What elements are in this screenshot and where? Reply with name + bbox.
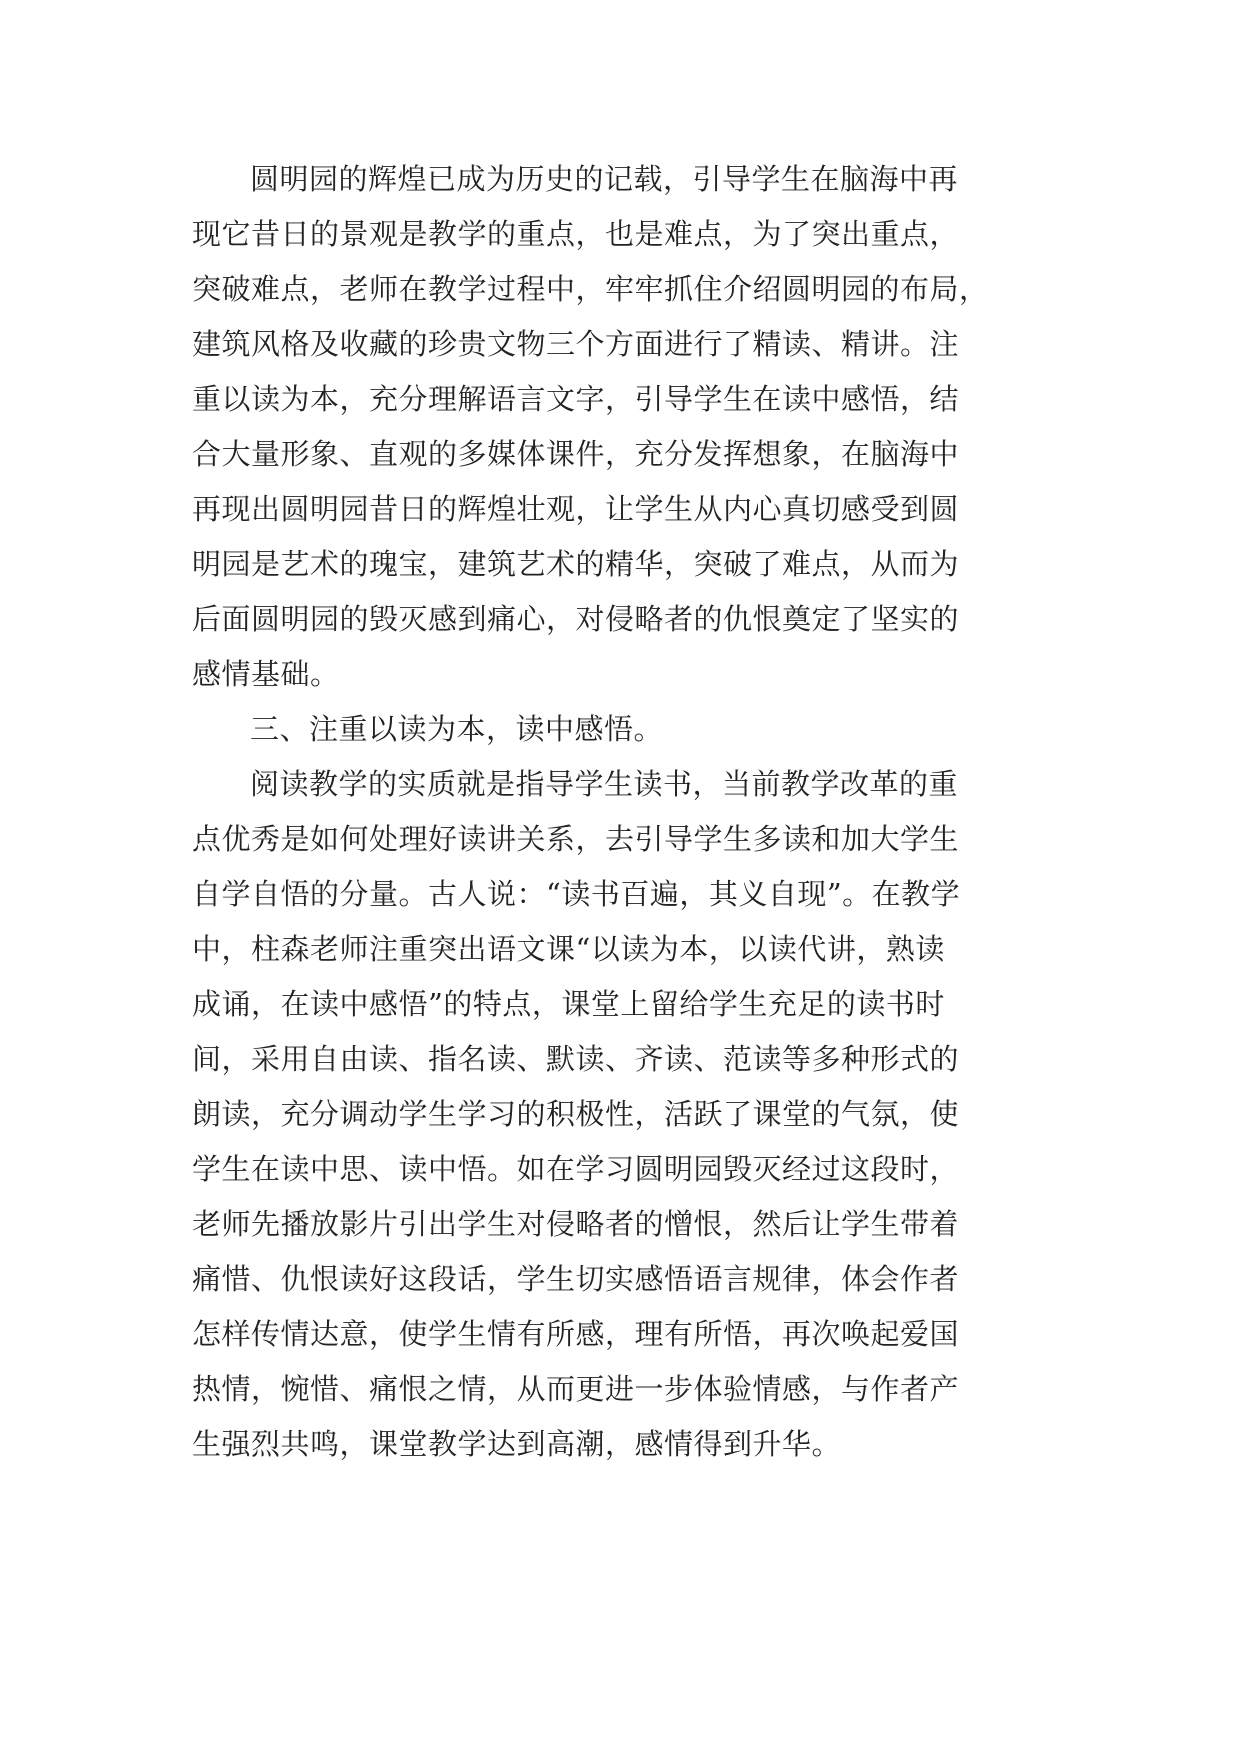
text-line: 现它昔日的景观是教学的重点，也是难点，为了突出重点， <box>192 217 960 251</box>
text-line: 点优秀是如何处理好读讲关系，去引导学生多读和加大学生 <box>192 822 960 856</box>
text-line: 合大量形象、直观的多媒体课件，充分发挥想象，在脑海中 <box>192 437 960 471</box>
text-line: 中，柱森老师注重突出语文课“以读为本，以读代讲，熟读 <box>192 932 945 966</box>
text-line: 明园是艺术的瑰宝，建筑艺术的精华，突破了难点，从而为 <box>192 547 960 581</box>
text-line: 怎样传情达意，使学生情有所感，理有所悟，再次唤起爱国 <box>192 1317 960 1351</box>
text-line: 间，采用自由读、指名读、默读、齐读、范读等多种形式的 <box>192 1042 960 1076</box>
text-line: 朗读，充分调动学生学习的积极性，活跃了课堂的气氛，使 <box>192 1097 960 1131</box>
text-line: 自学自悟的分量。古人说：“读书百遍，其义自现”。在教学 <box>192 877 961 911</box>
text-line: 建筑风格及收藏的珍贵文物三个方面进行了精读、精讲。注 <box>192 327 960 361</box>
text-line: 感情基础。 <box>192 657 340 691</box>
text-line: 热情，惋惜、痛恨之情，从而更进一步体验情感，与作者产 <box>192 1372 960 1406</box>
text-line: 学生在读中思、读中悟。如在学习圆明园毁灭经过这段时， <box>192 1152 960 1186</box>
text-line: 圆明园的辉煌已成为历史的记载，引导学生在脑海中再 <box>250 162 959 196</box>
text-line: 再现出圆明园昔日的辉煌壮观，让学生从内心真切感受到圆 <box>192 492 960 526</box>
text-line: 重以读为本，充分理解语言文字，引导学生在读中感悟，结 <box>192 382 960 416</box>
body-text <box>192 152 1062 1472</box>
text-line: 生强烈共鸣，课堂教学达到高潮，感情得到升华。 <box>192 1427 842 1461</box>
text-line: 后面圆明园的毁灭感到痛心，对侵略者的仇恨奠定了坚实的 <box>192 602 960 636</box>
text-line: 老师先播放影片引出学生对侵略者的憎恨，然后让学生带着 <box>192 1207 960 1241</box>
text-line: 成诵，在读中感悟”的特点，课堂上留给学生充足的读书时 <box>192 987 945 1021</box>
section-heading: 三、注重以读为本，读中感悟。 <box>250 712 664 746</box>
text-line: 突破难点，老师在教学过程中，牢牢抓住介绍圆明园的布局， <box>192 272 989 306</box>
text-line: 阅读教学的实质就是指导学生读书，当前教学改革的重 <box>250 767 959 801</box>
text-line: 痛惜、仇恨读好这段话，学生切实感悟语言规律，体会作者 <box>192 1262 960 1296</box>
